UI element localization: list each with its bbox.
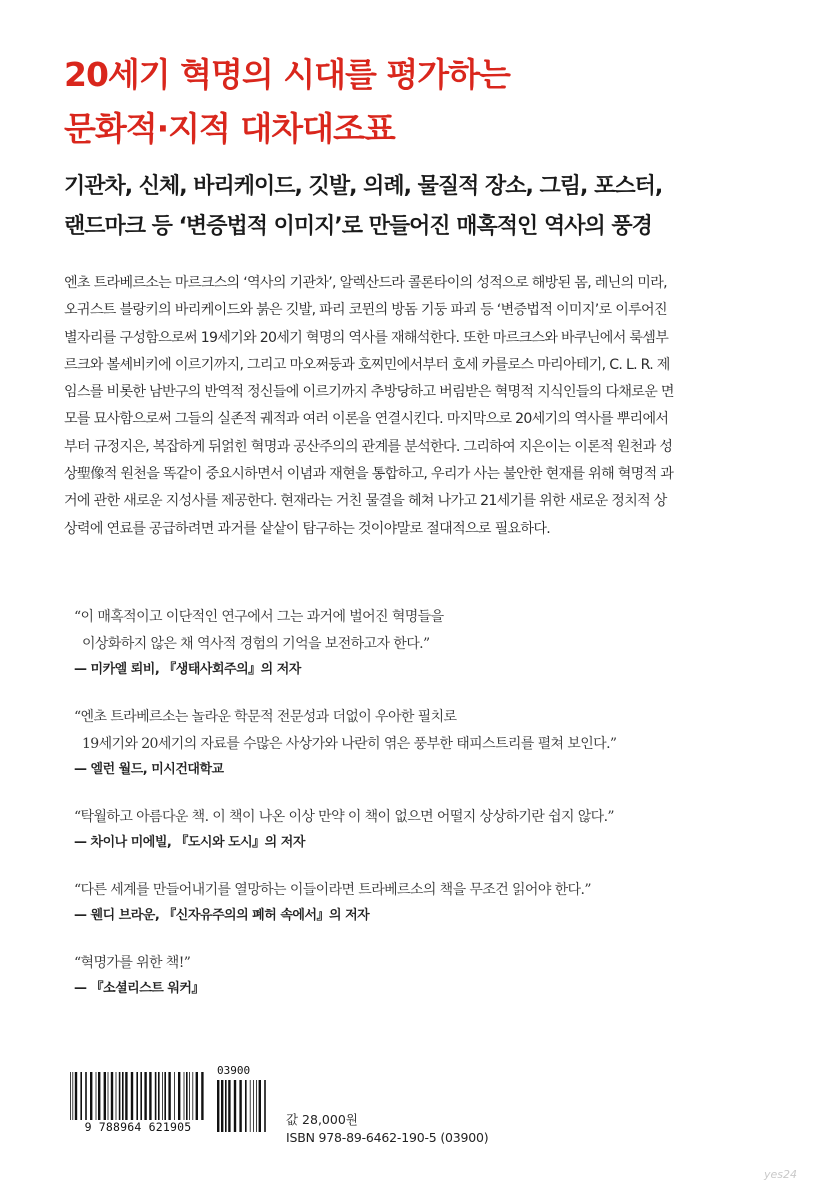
watermark: yes24 [764,1168,798,1181]
body-line: 엔초 트라베르소는 마르크스의 ‘역사의 기관차’, 알렉산드라 콜론타이의 성적으로 해방된 몸, 레닌의 미라, [64,275,667,291]
isbn-barcode [62,1062,214,1137]
barcode-bar [98,1072,100,1120]
price: 값 28,000원 [286,1112,358,1127]
quote-line: “탁월하고 아름다운 책. 이 책이 나온 이상 만약 이 책이 없으면 어떨지 상상하기란 쉽지 않다.” [74,809,614,825]
body-line: 별자리를 구성함으로써 19세기와 20세기 혁명의 역사를 재해석한다. 또한 마르크스와 바쿠닌에서 룩셈부 [64,329,669,346]
barcode-bar [228,1080,230,1132]
barcode-bar [72,1072,73,1120]
barcode-bar [239,1080,241,1132]
barcode-bar [90,1072,92,1120]
barcode-bar [192,1072,193,1120]
barcode-bar [174,1072,175,1120]
barcode-bar [158,1072,160,1120]
subhead-line-1: 기관차, 신체, 바리케이드, 깃발, 의례, 물질적 장소, 그림, 포스터, [64,174,663,199]
endorsement-5 [74,950,764,1001]
endorsements [74,604,764,1023]
quote-line: 19세기와 20세기의 자료를 수많은 사상가와 나란히 엮은 풍부한 태피스트리를 펼쳐 보인다.” [82,736,617,752]
isbn-number: ISBN 978-89-6462-190-5 (03900) [286,1130,489,1145]
addon-bars [217,1080,267,1132]
quote-source: — 미카엘 뢰비, 『생태사회주의』의 저자 [74,662,301,677]
quote-line: “엔초 트라베르소는 놀라운 학문적 전문성과 더없이 우아한 필치로 [74,709,457,725]
barcode-bar [196,1072,198,1120]
barcode-bar [104,1072,106,1120]
quote-line: “다른 세계를 만들어내기를 열망하는 이들이라면 트라베르소의 책을 무조건 읽어야 한다.” [74,882,591,898]
barcode-bar [245,1080,247,1132]
barcode-bar [256,1080,257,1132]
barcode-digits: 9 788964 621905 [84,1120,192,1134]
quote-source: — 웬디 브라운, 『신자유주의의 폐허 속에서』의 저자 [74,908,370,923]
body-line: 상聖像적 원천을 똑같이 중요시하면서 이념과 재현을 통합하고, 우리가 사는 불안한 현재를 위해 혁명적 과 [64,466,674,483]
barcode-bar [259,1080,261,1132]
barcode-bar [85,1072,87,1120]
barcode-bar [234,1080,236,1132]
barcode-bar [149,1072,151,1120]
barcode-bar [96,1072,97,1120]
barcode-bar [221,1080,223,1132]
barcode-bar [111,1072,113,1120]
headline-line-2: 문화적·지적 대차대조표 [64,109,395,148]
body-line: 거에 관한 새로운 지성사를 제공한다. 현재라는 거친 물결을 헤쳐 나가고 21세기를 위한 새로운 정치적 상 [64,493,667,510]
endorsement-1 [74,604,764,682]
barcode-bar [264,1080,266,1132]
barcode-bar [122,1072,124,1120]
quote-source: — 『소셜리스트 워커』 [74,981,204,996]
barcode-bar [119,1072,121,1120]
body-line: 임스를 비롯한 남반구의 반역적 정신들에 이르기까지 추방당하고 버림받은 혁명적 지식인들의 다채로운 면 [64,384,674,401]
barcode-bar [189,1072,190,1120]
barcode-bar [75,1072,77,1120]
barcode-bar [184,1072,185,1120]
body-line: 부터 규정지은, 복잡하게 뒤얽힌 혁명과 공산주의의 관계를 분석한다. 그리하여 지은이는 이론적 원천과 성 [64,438,673,455]
barcode-bar [178,1072,180,1120]
barcode-bar [155,1072,157,1120]
quote-line: “혁명가를 위한 책!” [74,955,191,971]
barcode-bar [144,1072,146,1120]
barcode-bars [70,1072,206,1120]
body-line: 상력에 연료를 공급하려면 과거를 샅샅이 탐구하는 것이야말로 절대적으로 필요하다. [64,520,551,537]
body-line: 모를 묘사함으로써 그들의 실존적 궤적과 여러 이론을 연결시킨다. 마지막으로 20세기의 역사를 뿌리에서 [64,411,669,428]
barcode-bar [136,1072,138,1120]
barcode-bar [162,1072,163,1120]
barcode-bar [201,1072,203,1120]
barcode-bar [250,1080,251,1132]
barcode-bar [131,1072,133,1120]
subhead [64,167,764,247]
body-line: 르크와 볼셰비키에 이르기까지, 그리고 마오쩌둥과 호찌민에서부터 호세 카를로스 마리아테기, C. L. R. 제 [64,356,670,373]
quote-source: — 차이나 미에빌, 『도시와 도시』의 저자 [74,835,305,850]
barcode-bar [186,1072,188,1120]
quote-source: — 엘런 월드, 미시건대학교 [74,762,224,777]
price-addon-barcode [213,1062,273,1137]
barcode-bar [217,1080,219,1132]
barcode-bar [108,1072,109,1120]
headline [64,48,764,156]
headline-line-1: 20세기 혁명의 시대를 평가하는 [64,55,510,94]
addon-digits: 03900 [217,1064,251,1077]
endorsement-3 [74,804,764,855]
barcode-bar [168,1072,170,1120]
body-line: 오귀스트 블랑키의 바리케이드와 붉은 깃발, 파리 코뮌의 방돔 기둥 파괴 등 ‘변증법적 이미지’로 이루어진 [64,302,667,319]
barcode-bar [140,1072,142,1120]
quote-line: 이상화하지 않은 채 역사적 경험의 기억을 보전하고자 한다.” [82,636,430,652]
barcode-bar [116,1072,117,1120]
barcode-bar [253,1080,254,1132]
endorsement-4 [74,877,764,928]
barcode-bar [80,1072,82,1120]
barcode-bar [125,1072,127,1120]
description-body [64,270,768,543]
barcode-bar [225,1080,227,1132]
barcode-bar [164,1072,166,1120]
endorsement-2 [74,704,764,782]
subhead-line-2: 랜드마크 등 ‘변증법적 이미지’로 만들어진 매혹적인 역사의 풍경 [64,214,652,239]
barcode-bar [70,1072,71,1120]
quote-line: “이 매혹적이고 이단적인 연구에서 그는 과거에 벌어진 혁명들을 [74,609,444,625]
